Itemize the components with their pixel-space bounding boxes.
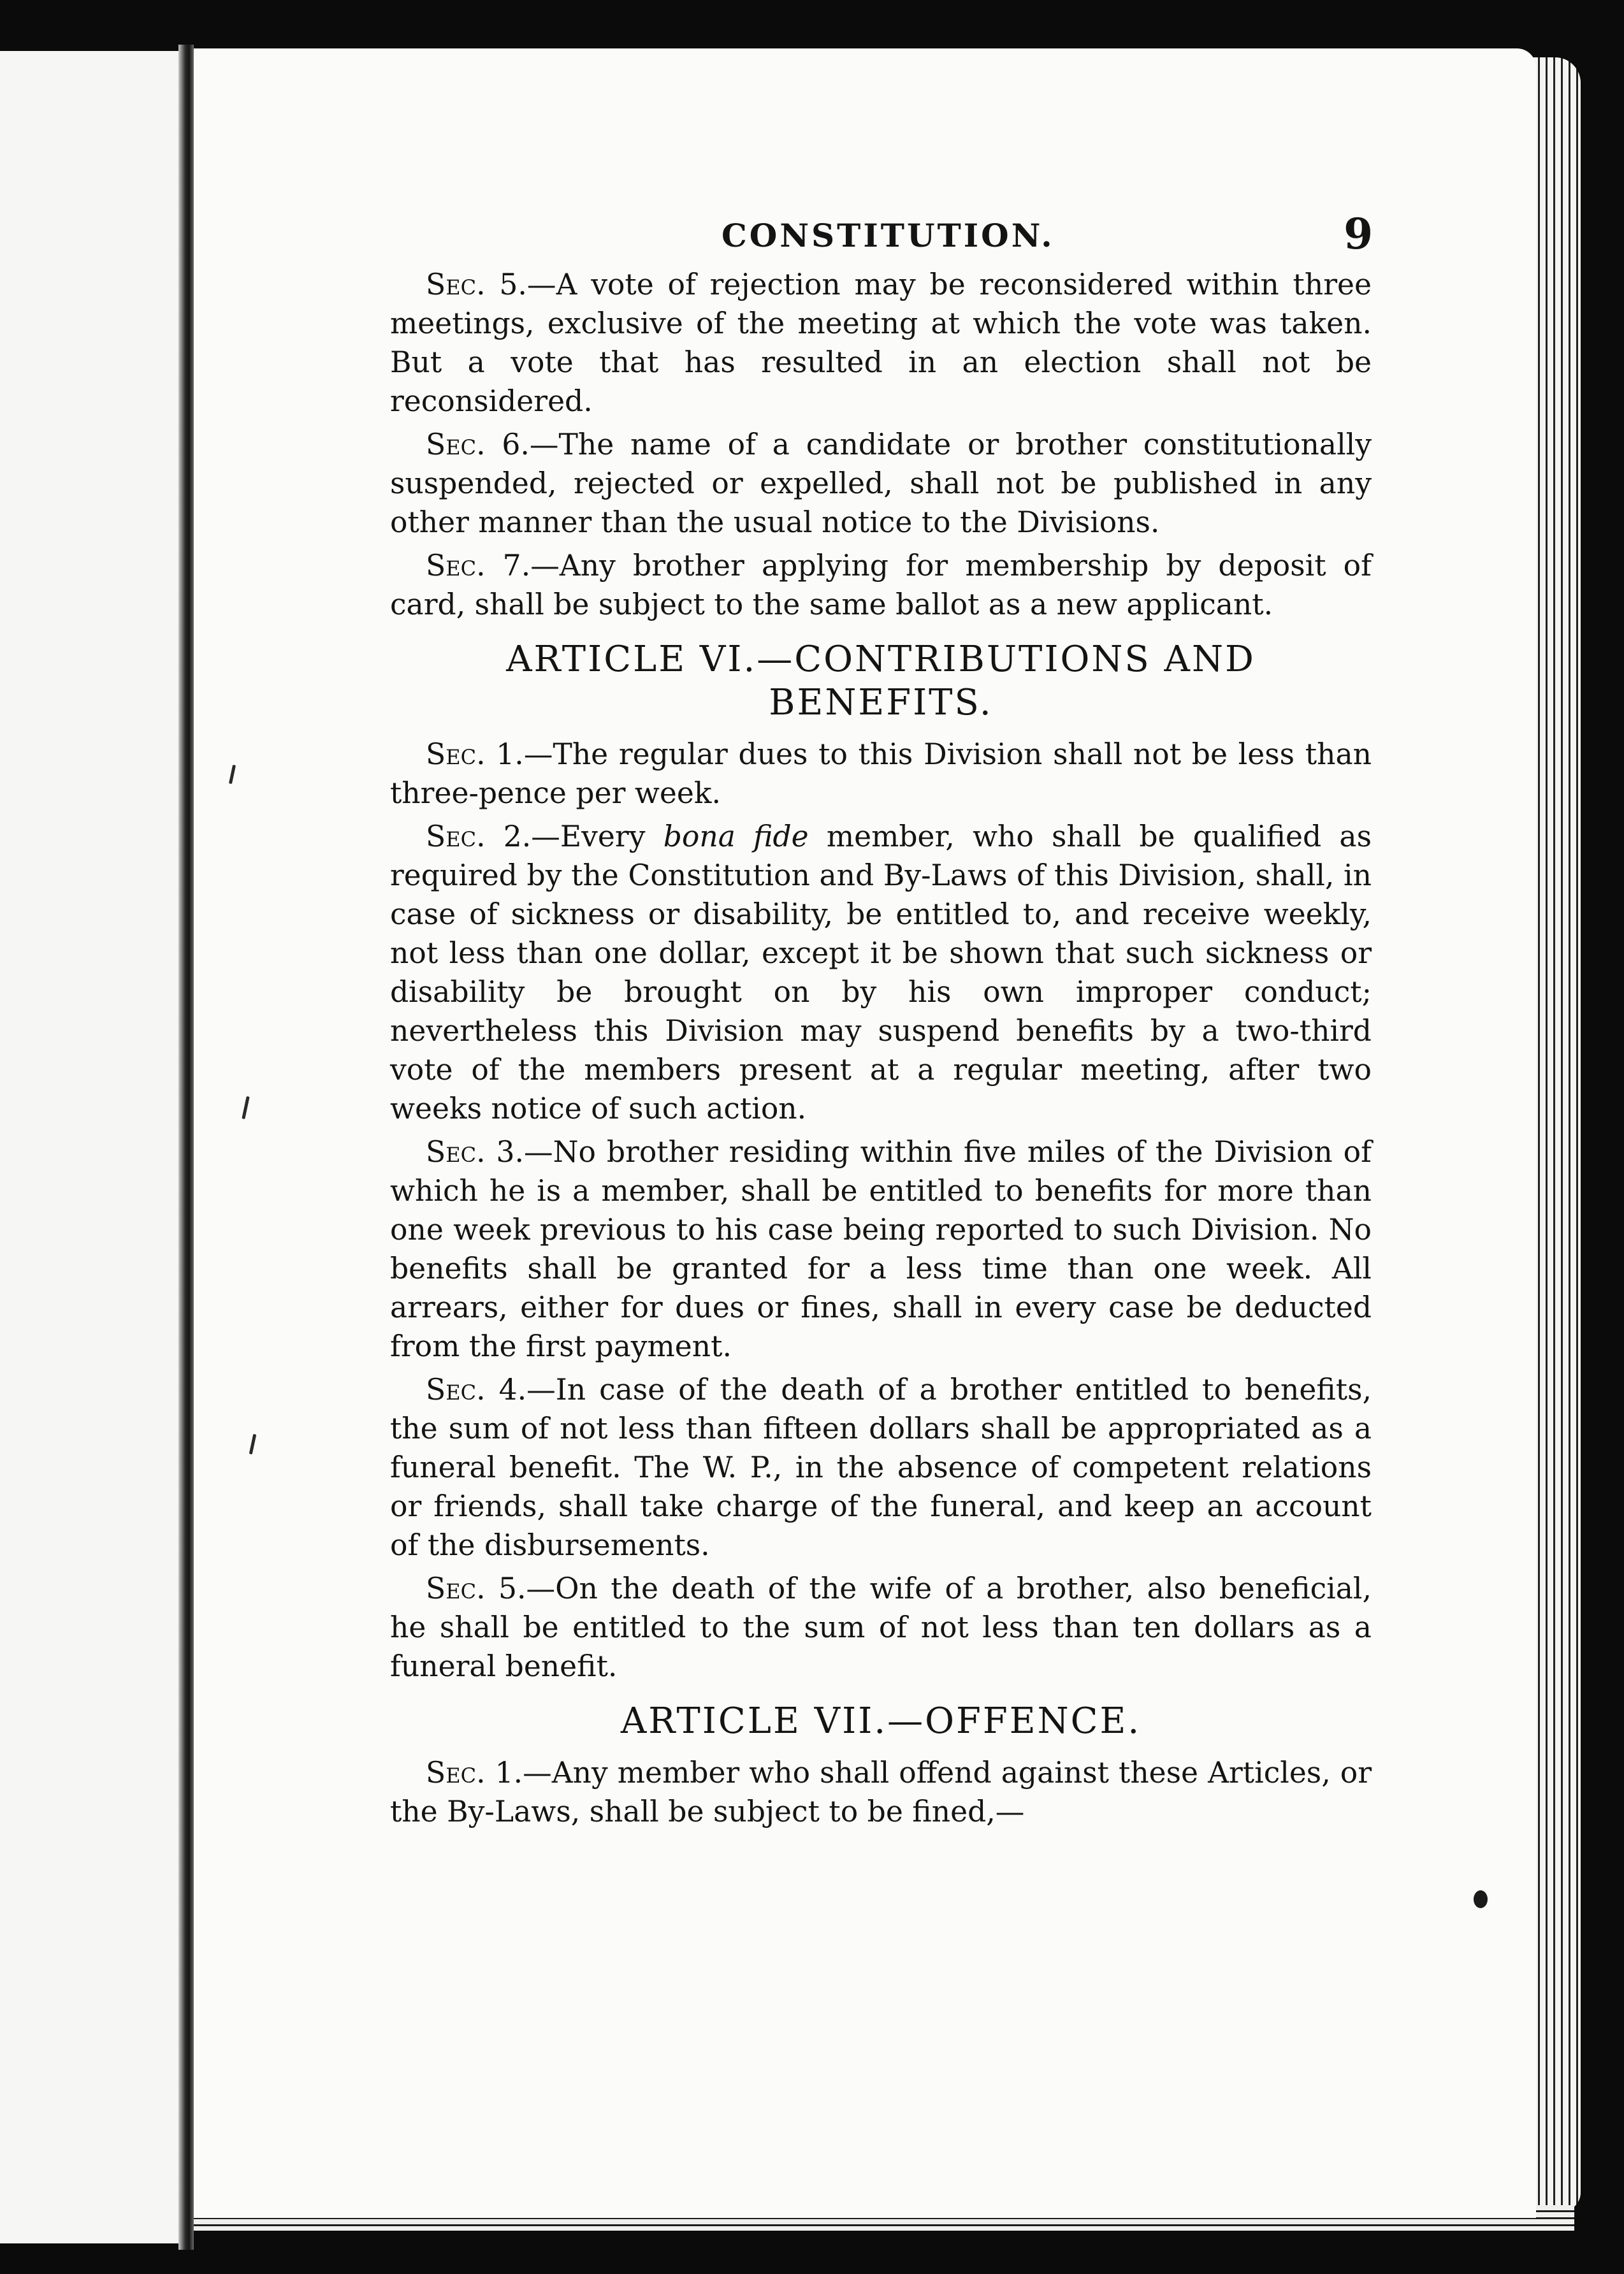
section-text: —On the death of the wife of a brother, also beneficial, he shall be entitled to the sum of not less than ten dollars as a funeral benefit. [390, 1572, 1372, 1683]
section-label: Sec. 6. [426, 428, 530, 461]
facing-page-edge [0, 51, 186, 2243]
section-text: —Any member who shall offend against these Articles, or the By-Laws, shall be subject to be fined,— [390, 1756, 1372, 1829]
section-label: Sec. 5. [426, 1572, 526, 1605]
section-text: —No brother residing within five miles of the Division of which he is a member, shall be entitled to benefits for more than one week previous to his case being reported to such Division. No benefits shall be granted for a less time than one week. All arrears, either for dues or fines, shall in every case be deducted from the first payment. [390, 1135, 1372, 1363]
section-paragraph [390, 1753, 1372, 1831]
section-text: —Any brother applying for membership by deposit of card, shall be subject to the same ballot as a new applicant. [390, 549, 1372, 621]
section-label: Sec. 1. [426, 737, 524, 771]
page-text [390, 210, 1372, 1836]
section-label: Sec. 4. [426, 1373, 527, 1407]
section-label: Sec. 2. [426, 820, 532, 853]
section-text: —The name of a candidate or brother constitutionally suspended, rejected or expelled, shall not be published in any other manner than the usual notice to the Divisions. [390, 428, 1372, 539]
section-paragraph [390, 1370, 1372, 1565]
section-paragraph [390, 1569, 1372, 1686]
section-label: Sec. 3. [426, 1135, 524, 1169]
article-heading: ARTICLE VI.—CONTRIBUTIONS AND BENEFITS. [506, 639, 1256, 723]
section-label: Sec. 1. [426, 1756, 523, 1790]
section-label: Sec. 7. [426, 549, 531, 583]
page-number: 9 [1344, 209, 1373, 259]
section-paragraph [390, 817, 1372, 1128]
running-head [390, 210, 1372, 265]
book-gutter [178, 45, 194, 2250]
section-paragraph [390, 1133, 1372, 1366]
section-text: member, who shall be qualified as required by the Constitution and By-Laws of this Division, shall, in case of sickness or disability, be entitled to, and receive weekly, not less than one dollar, except it be shown that such sickness or disability be brought on by his own improper conduct; nevertheless this Division may suspend benefits by a two-third vote of the members present at a regular meeting, after two weeks notice of such action. [390, 820, 1372, 1126]
section-text: —In case of the death of a brother entitled to benefits, the sum of not less than fifteen dollars shall be appropriated as a funeral benefit. The W. P., in the absence of competent relations or friends, shall take charge of the funeral, and keep an account of the disbursements. [390, 1373, 1372, 1562]
section-paragraph [390, 735, 1372, 813]
ink-spot [1474, 1890, 1488, 1908]
section-text: —The regular dues to this Division shall not be less than three-pence per week. [390, 737, 1372, 810]
section-text: —A vote of rejection may be reconsidered within three meetings, exclusive of the meeting at which the vote was taken. But a vote that has resulted in an election shall not be reconsidered. [390, 268, 1372, 418]
section-label: Sec. 5. [426, 268, 527, 301]
section-paragraph [390, 425, 1372, 542]
section-paragraph [390, 546, 1372, 624]
article-heading: ARTICLE VII.—OFFENCE. [620, 1700, 1142, 1742]
running-title: CONSTITUTION. [721, 217, 1055, 254]
section-paragraph [390, 265, 1372, 421]
section-text: —Every [531, 820, 663, 853]
italic-term: bona fide [663, 820, 809, 853]
